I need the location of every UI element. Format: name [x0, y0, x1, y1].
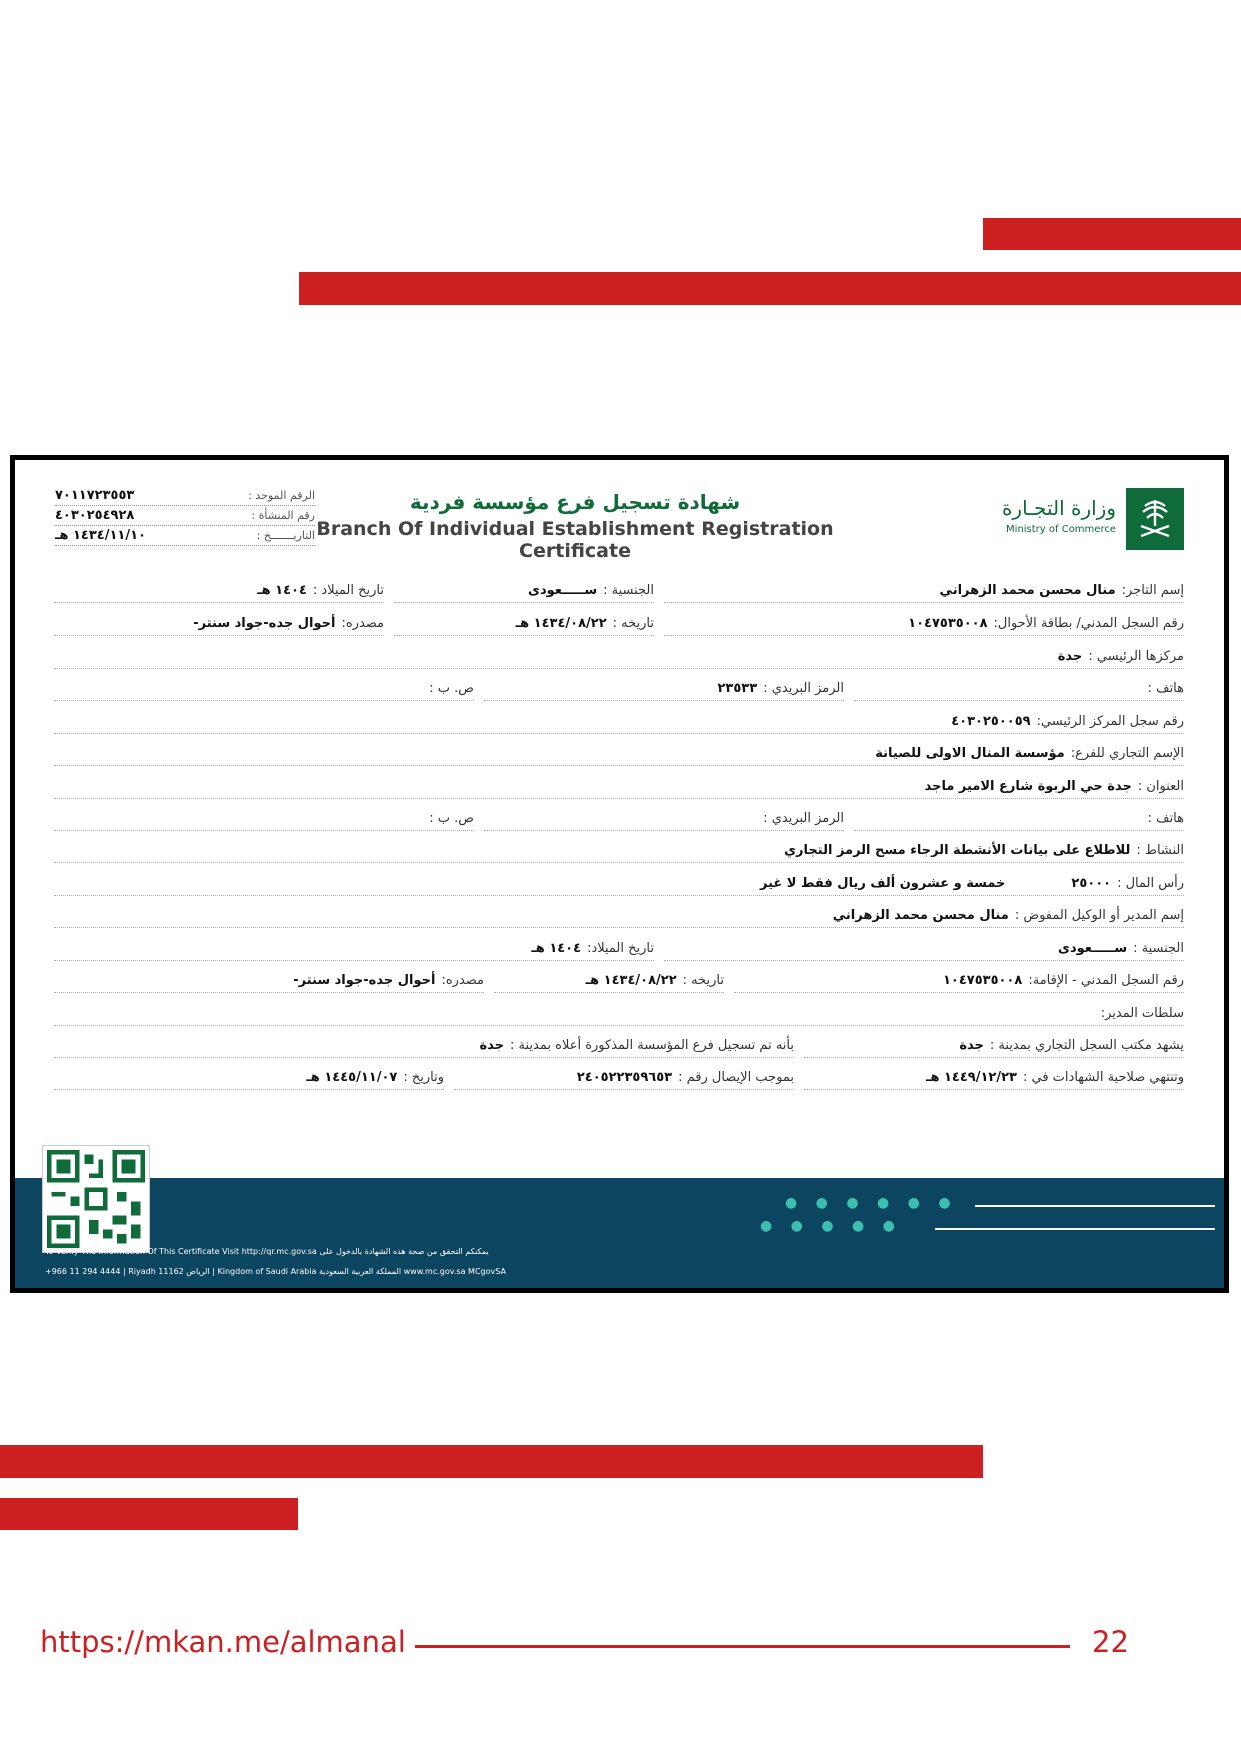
trade-name-value: مؤسسة المنال الاولى للصيانة: [875, 746, 1065, 761]
decor-bar-top-long: [299, 272, 1241, 305]
decor-bar-bottom-short: [0, 1498, 298, 1530]
decorative-line-bottom: [935, 1228, 1215, 1230]
field-registry-office: يشهد مكتب السجل التجاري بمدينة :جدة: [804, 1035, 1184, 1058]
civil-record-value: ١٠٤٧٥٣٥٠٠٨: [908, 616, 988, 631]
field-manager-nationality: الجنسية :ســـــعودى: [664, 938, 1184, 961]
contact-text: +966 11 294 4444 | Riyadh 11162 الرياض | Kingdom of Saudi Arabia المملكة العربية السعودية www.mc.gov.sa MCgovSA: [45, 1267, 506, 1276]
unified-number-value: ٧٠١١٧٢٣٥٥٣: [55, 488, 135, 503]
field-manager-civil: رقم السجل المدني - الإقامة:١٠٤٧٥٣٥٠٠٨: [734, 970, 1184, 993]
verify-text: To Verify The Information Of This Certificate Visit http://qr.mc.gov.sa يمكنكم التحقق من صحة هذه الشهادة بالدخول على: [45, 1247, 489, 1256]
unified-number-label: الرقم الموحد :: [248, 489, 315, 502]
issue-date-value: ١٤٣٤/١١/١٠ هـ: [55, 528, 146, 543]
field-manager-date: تاريخه :١٤٣٤/٠٨/٢٢ هـ: [494, 970, 724, 993]
field-merchant: إسم التاجر:منال محسن محمد الزهراني: [664, 580, 1184, 603]
expiry-value: ١٤٤٩/١٢/٢٣ هـ: [926, 1070, 1017, 1085]
footer-url-link[interactable]: https://mkan.me/almanal: [40, 1625, 406, 1659]
field-postal-code: الرمز البريدي :٢٣٥٣٣: [484, 678, 844, 701]
field-registered-city: بأنه تم تسجيل فرع المؤسسة المذكورة أعلاه بمدينة :جدة: [54, 1035, 794, 1058]
field-manager-source: مصدره:أحوال جده-جواد سنتر-: [54, 970, 484, 993]
ministry-name-arabic: وزارة التجـارة: [1001, 496, 1116, 520]
capital-words: خمسة و عشرون ألف ريال فقط لا غير: [759, 876, 1006, 891]
ministry-logo: [984, 488, 1184, 552]
field-manager: إسم المدير أو الوكيل المفوض :منال محسن محمد الزهراني: [54, 905, 1184, 928]
field-source: مصدره:أحوال جده-جواد سنتر-: [54, 613, 384, 636]
field-nationality: الجنسية :ســـــعودى: [394, 580, 654, 603]
field-capital: رأس المال :٢٥٠٠٠خمسة و عشرون ألف ريال فقط لا غير: [54, 873, 1184, 896]
manager-value: منال محسن محمد الزهراني: [832, 908, 1009, 923]
certificate-title-english: Branch Of Individual Establishment Registration Certificate: [316, 518, 834, 562]
field-receipt: بموجب الإيصال رقم :٢٤٠٥٢٢٣٥٩٦٥٣: [454, 1067, 794, 1090]
certificate: [10, 455, 1229, 1293]
field-receipt-date: وتاريخ :١٤٤٥/١١/٠٧ هـ: [54, 1067, 444, 1090]
field-po-box: ص. ب :: [54, 678, 474, 701]
headquarters-value: جدة: [1057, 649, 1083, 664]
hq-cr-value: ٤٠٣٠٢٥٠٠٥٩: [951, 714, 1031, 729]
palm-swords-emblem-icon: [1126, 488, 1184, 550]
field-postal-code-2: الرمز البريدي :: [484, 808, 844, 831]
field-hq-cr: رقم سجل المركز الرئيسي:٤٠٣٠٢٥٠٠٥٩: [54, 711, 1184, 734]
field-expiry: وتنتهي صلاحية الشهادات في :١٤٤٩/١٢/٢٣ هـ: [804, 1067, 1184, 1090]
manager-source-value: أحوال جده-جواد سنتر-: [293, 973, 436, 988]
establishment-number-value: ٤٠٣٠٢٥٤٩٢٨: [55, 508, 135, 523]
merchant-value: منال محسن محمد الزهراني: [939, 583, 1116, 598]
field-activity: النشاط :للاطلاع على بيانات الأنشطة الرجاء مسح الرمز التجاري: [54, 840, 1184, 863]
certificate-title-arabic: شهادة تسجيل فرع مؤسسة فردية: [409, 490, 741, 514]
manager-date-value: ١٤٣٤/٠٨/٢٢ هـ: [585, 973, 677, 988]
nationality-value: ســـــعودى: [528, 583, 598, 598]
activity-value: للاطلاع على بيانات الأنشطة الرجاء مسح الرمز التجاري: [784, 843, 1131, 858]
field-headquarters: مركزها الرئيسي :جدة: [54, 646, 1184, 669]
receipt-value: ٢٤٠٥٢٢٣٥٩٦٥٣: [576, 1070, 673, 1085]
field-phone-2: هاتف :: [854, 808, 1184, 831]
issue-date-label: التاريـــــــخ :: [256, 529, 315, 542]
field-phone: هاتف :: [854, 678, 1184, 701]
registered-city-value: جدة: [479, 1038, 505, 1053]
receipt-date-value: ١٤٤٥/١١/٠٧ هـ: [306, 1070, 398, 1085]
ministry-name-english: Ministry of Commerce: [1006, 524, 1116, 535]
field-civil-date: تاريخه :١٤٣٤/٠٨/٢٢ هـ: [394, 613, 654, 636]
field-trade-name: الإسم التجاري للفرع:مؤسسة المنال الاولى للصيانة: [54, 743, 1184, 766]
registry-office-value: جدة: [959, 1038, 984, 1053]
decor-bar-bottom-long: [0, 1445, 983, 1478]
decor-bar-top-short: [983, 218, 1241, 250]
field-po-box-2: ص. ب :: [54, 808, 474, 831]
decorative-line-top: [975, 1205, 1215, 1207]
page-number: 22: [1092, 1625, 1129, 1659]
field-civil-record: رقم السجل المدني/ بطاقة الأحوال:١٠٤٧٥٣٥٠٠٨: [664, 613, 1184, 636]
manager-birth-value: ١٤٠٤ هـ: [531, 941, 582, 956]
civil-date-value: ١٤٣٤/٠٨/٢٢ هـ: [515, 616, 607, 631]
field-birth-date: تاريخ الميلاد :١٤٠٤ هـ: [54, 580, 384, 603]
address-value: جدة حي الربوة شارع الامير ماجد: [924, 779, 1132, 794]
decorative-dots-top: ● ● ● ● ● ●: [785, 1195, 958, 1211]
footer-divider: [415, 1645, 1070, 1648]
establishment-number-label: رقم المنشأة :: [251, 509, 315, 522]
manager-nationality-value: ســـــعودى: [1058, 941, 1128, 956]
postal-code-value: ٢٣٥٣٣: [717, 681, 758, 696]
field-address: العنوان :جدة حي الربوة شارع الامير ماجد: [54, 776, 1184, 799]
source-value: أحوال جده-جواد سنتر-: [193, 616, 336, 631]
field-manager-authority: سلطات المدير:: [54, 1003, 1184, 1026]
decorative-dots-bottom: ● ● ● ● ●: [760, 1218, 902, 1234]
qr-code-icon[interactable]: [43, 1146, 149, 1252]
field-manager-birth: تاريخ الميلاد:١٤٠٤ هـ: [54, 938, 654, 961]
birth-date-value: ١٤٠٤ هـ: [257, 583, 307, 598]
capital-value: ٢٥٠٠٠: [1071, 876, 1112, 891]
manager-civil-value: ١٠٤٧٥٣٥٠٠٨: [942, 973, 1023, 988]
